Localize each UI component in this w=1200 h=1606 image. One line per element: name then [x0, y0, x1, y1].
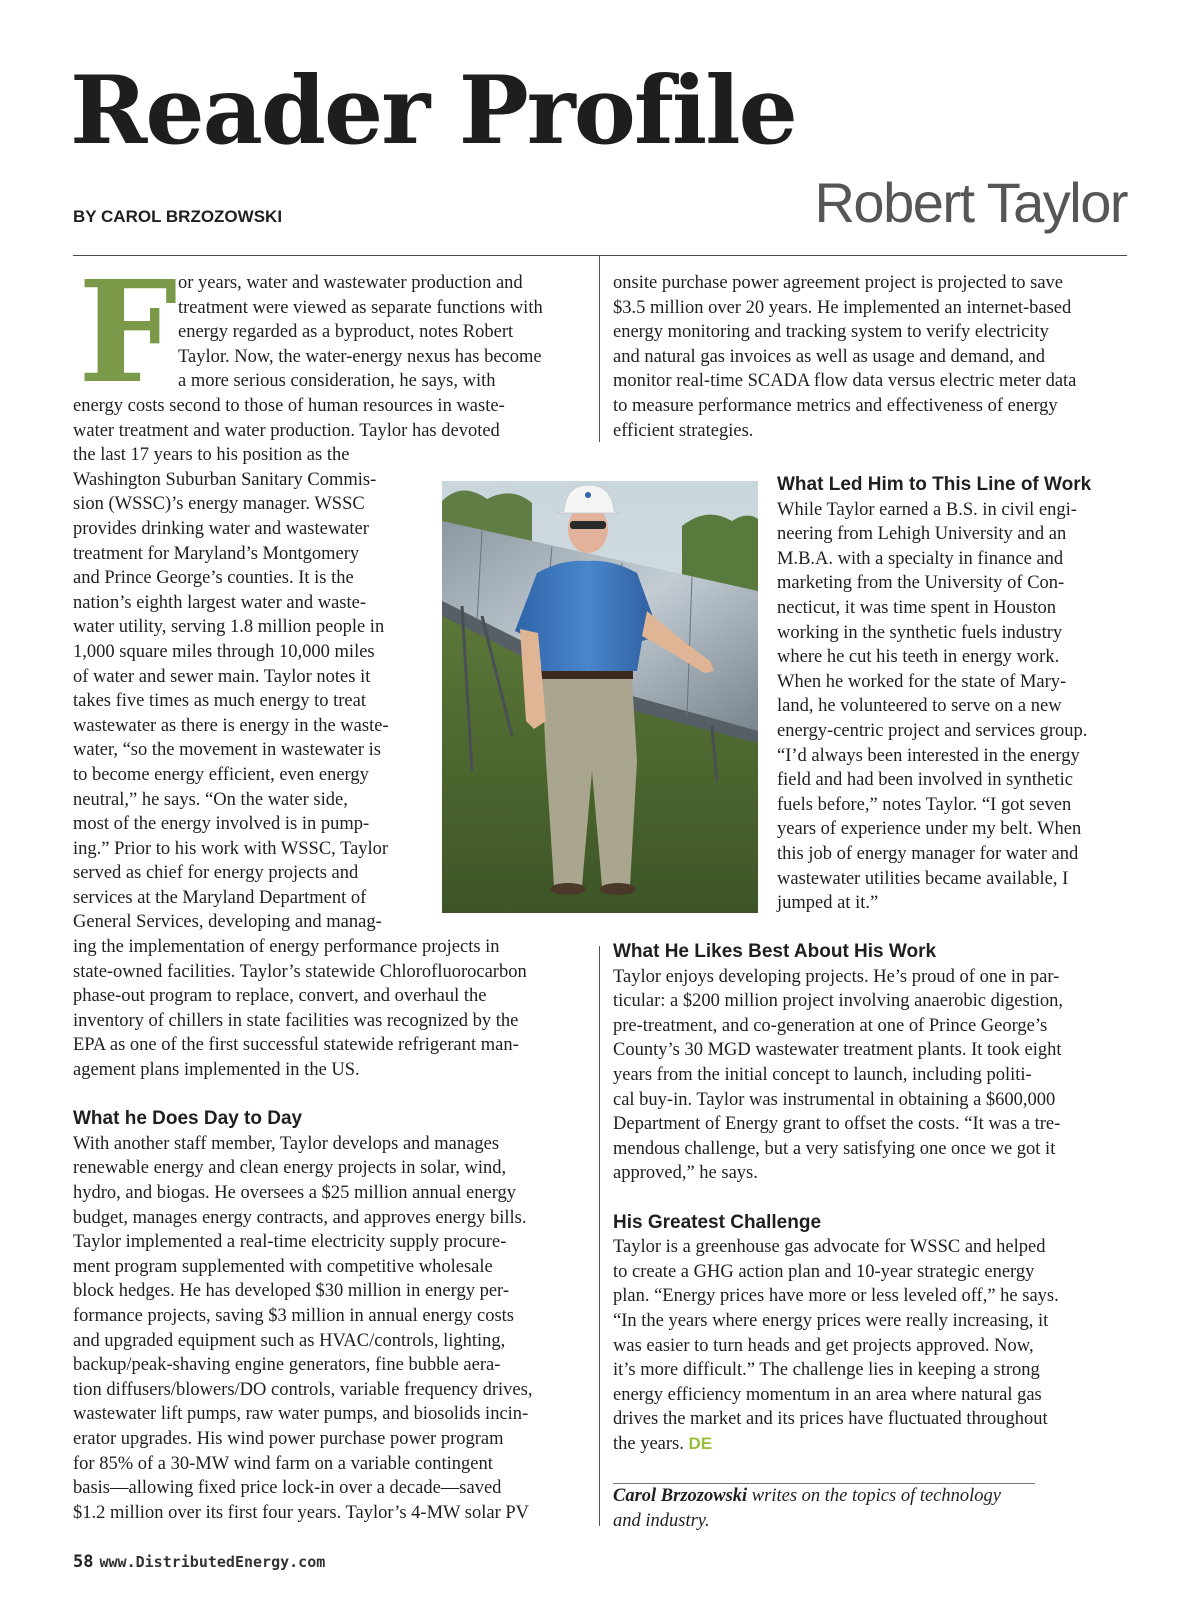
text-line: Taylor implemented a real-time electricity supply procure- [73, 1232, 507, 1253]
bio-line: and industry. [613, 1510, 710, 1531]
text-line: fuels before,” notes Taylor. “I got seven [777, 794, 1072, 815]
drop-cap: F [78, 251, 178, 415]
website-link[interactable]: www.DistributedEnergy.com [99, 1553, 326, 1571]
text-line: M.B.A. with a specialty in finance and [777, 548, 1064, 569]
text-line: land, he volunteered to serve on a new [777, 696, 1062, 717]
text-line: phase-out program to replace, convert, and overhaul the [73, 986, 487, 1007]
text-line: services at the Maryland Department of [73, 887, 367, 908]
text-line: treatment were viewed as separate functions with [178, 297, 543, 318]
text-line-last [613, 1432, 1063, 1457]
text-line: Washington Suburban Sanitary Commis- [73, 469, 377, 490]
text-line: takes five times as much energy to treat [73, 691, 366, 712]
text-line: erator upgrades. His wind power purchase power program [73, 1428, 504, 1449]
text-line: state-owned facilities. Taylor’s statewide Chlorofluorocarbon [73, 961, 527, 982]
text-line: mendous challenge, but a very satisfying one once we got it [613, 1138, 1056, 1159]
text-line: tion diffusers/blowers/DO controls, variable frequency drives, [73, 1379, 533, 1400]
text-line: $3.5 million over 20 years. He implemented an internet-based [613, 297, 1072, 318]
text-line: where he cut his teeth in energy work. [777, 647, 1060, 668]
text-line: Taylor enjoys developing projects. He’s proud of one in par- [613, 966, 1060, 987]
text-line: most of the energy involved is in pump- [73, 814, 370, 835]
text-line: neutral,” he says. “On the water side, [73, 789, 348, 810]
text-line: energy monitoring and tracking system to verify electricity [613, 322, 1049, 343]
text-line: plan. “Energy prices have more or less leveled off,” he says. [613, 1286, 1059, 1307]
article-column-right-top [613, 271, 1076, 443]
text-line: field and had been involved in synthetic [777, 770, 1073, 791]
text-line: budget, manages energy contracts, and approves energy bills. [73, 1207, 527, 1228]
text-line: formance projects, saving $3 million in annual energy costs [73, 1305, 514, 1326]
text-line: to create a GHG action plan and 10-year strategic energy [613, 1261, 1035, 1282]
photo-person-shoe [600, 883, 636, 895]
text-line: With another staff member, Taylor develops and manages [73, 1133, 500, 1154]
text-line: basis—allowing fixed price lock-in over a decade—saved [73, 1478, 502, 1499]
spacer [73, 1083, 532, 1108]
text-line: and Prince George’s counties. It is the [73, 568, 354, 589]
text-line: County’s 30 MGD wastewater treatment plants. It took eight [613, 1040, 1062, 1061]
text-line: it’s more difficult.” The challenge lies in keeping a strong [613, 1360, 1040, 1381]
text-line: years of experience under my belt. When [777, 819, 1082, 840]
text-line: cal buy-in. Taylor was instrumental in obtaining a $600,000 [613, 1089, 1056, 1110]
text-line: to become energy efficient, even energy [73, 764, 369, 785]
text-line: energy-centric project and services group. [777, 720, 1088, 741]
text-line: wastewater lift pumps, raw water pumps, and biosolids incin- [73, 1404, 529, 1425]
text-line: marketing from the University of Con- [777, 573, 1065, 594]
page-footer [73, 1552, 325, 1572]
text-line: energy regarded as a byproduct, notes Robert [178, 322, 514, 343]
text-line: was easier to turn heads and get projects approved. Now, [613, 1335, 1034, 1356]
text-line: While Taylor earned a B.S. in civil engi- [777, 499, 1077, 520]
text-line: years from the initial concept to launch, including politi- [613, 1064, 1032, 1085]
text-line: to measure performance metrics and effectiveness of energy [613, 395, 1058, 416]
text-line: approved,” he says. [613, 1163, 758, 1184]
section-heading-line-of-work: What Led Him to This Line of Work [777, 474, 1092, 495]
text-line: ticular: a $200 million project involving anaerobic digestion, [613, 991, 1064, 1012]
text-line: “In the years where energy prices were really increasing, it [613, 1310, 1049, 1331]
bio-text: writes on the topics of technology [751, 1486, 1001, 1506]
text-line: a more serious consideration, he says, with [178, 371, 496, 392]
text-line: Taylor. Now, the water-energy nexus has become [178, 346, 542, 367]
text-line: for 85% of a 30-MW wind farm on a variable contingent [73, 1453, 493, 1474]
text-line: served as chief for energy projects and [73, 863, 359, 884]
text-line: EPA as one of the first successful statewide refrigerant man- [73, 1035, 519, 1056]
text-line: block hedges. He has developed $30 million in energy per- [73, 1281, 509, 1302]
text-line: energy efficiency momentum in an area where natural gas [613, 1384, 1042, 1405]
text-line: and upgraded equipment such as HVAC/controls, lighting, [73, 1330, 506, 1351]
text-line: neering from Lehigh University and an [777, 524, 1067, 545]
text-line: of water and sewer main. Taylor notes it [73, 666, 371, 687]
text-line: ing the implementation of energy performance projects in [73, 937, 500, 958]
text-line: water treatment and water production. Taylor has devoted [73, 420, 500, 441]
author-bio [613, 1484, 1001, 1533]
text-line: drives the market and its prices have fluctuated throughout [613, 1409, 1048, 1430]
column-divider [599, 946, 600, 1526]
text-line: General Services, developing and manag- [73, 912, 382, 933]
byline: BY CAROL BRZOZOWSKI [73, 207, 283, 226]
text-line: Taylor is a greenhouse gas advocate for WSSC and helped [613, 1237, 1046, 1258]
text-line: ment program supplemented with competitive wholesale [73, 1256, 493, 1277]
bio-author-name: Carol Brzozowski [613, 1486, 748, 1506]
photo-person-glasses [570, 521, 606, 529]
text-line: backup/peak-shaving engine generators, fine bubble aera- [73, 1355, 501, 1376]
text-line: hydro, and biogas. He oversees a $25 million annual energy [73, 1183, 517, 1203]
text-line: 1,000 square miles through 10,000 miles [73, 641, 375, 662]
text-line: wastewater as there is energy in the waste- [73, 715, 389, 736]
text-line: treatment for Maryland’s Montgomery [73, 543, 360, 564]
text-line: agement plans implemented in the US. [73, 1060, 360, 1081]
article-intro-dropcap-lines [178, 271, 543, 394]
photo-person-shoe [550, 883, 586, 895]
text-line: efficient strategies. [613, 420, 754, 441]
text-line: provides drinking water and wastewater [73, 518, 369, 539]
text-line: wastewater utilities became available, I [777, 868, 1069, 889]
text-line: pre-treatment, and co-generation at one of Prince George’s [613, 1015, 1048, 1036]
column-divider [599, 256, 600, 442]
text-line: necticut, it was time spent in Houston [777, 597, 1056, 618]
text-line: onsite purchase power agreement project is projected to save [613, 273, 1063, 293]
text-line: water, “so the movement in wastewater is [73, 740, 382, 761]
section-heading-greatest-challenge: His Greatest Challenge [613, 1211, 822, 1233]
text-line: renewable energy and clean energy projects in solar, wind, [73, 1158, 507, 1179]
article-column-right-mid [777, 473, 1091, 916]
text-line: $1.2 million over its first four years. Taylor’s 4-MW solar PV [73, 1502, 530, 1523]
text-line: “I’d always been interested in the energy [777, 745, 1080, 766]
text-line: and natural gas invoices as well as usage and demand, and [613, 346, 1046, 367]
text-line: the last 17 years to his position as the [73, 445, 350, 466]
page-number: 58 [73, 1552, 94, 1572]
section-heading-day-to-day: What he Does Day to Day [73, 1108, 303, 1130]
text-line: water utility, serving 1.8 million people in [73, 617, 385, 638]
spacer [613, 1186, 1063, 1211]
article-column-right-bottom [613, 940, 1063, 1456]
text-line: working in the synthetic fuels industry [777, 622, 1063, 643]
text-fragment: the years. [613, 1433, 684, 1454]
text-line: energy costs second to those of human resources in waste- [73, 396, 505, 416]
end-mark: DE [688, 1433, 713, 1453]
text-line: sion (WSSC)’s energy manager. WSSC [73, 494, 365, 515]
section-title: Reader Profile [70, 56, 796, 166]
photo-hardhat-logo [585, 492, 591, 498]
profile-photo [442, 481, 758, 913]
section-heading-likes-best: What He Likes Best About His Work [613, 941, 937, 962]
text-line: When he worked for the state of Mary- [777, 671, 1067, 692]
header-rule [73, 255, 1127, 256]
profile-name: Robert Taylor [814, 171, 1127, 234]
text-line: inventory of chillers in state facilities was recognized by the [73, 1010, 519, 1031]
bio-line [613, 1484, 1001, 1509]
text-line: this job of energy manager for water and [777, 843, 1079, 864]
text-line: jumped at it.” [777, 893, 879, 914]
text-line: monitor real-time SCADA flow data versus electric meter data [613, 371, 1077, 392]
text-line: ing.” Prior to his work with WSSC, Taylor [73, 838, 389, 859]
text-line: or years, water and wastewater production and [178, 273, 523, 293]
text-line: nation’s eighth largest water and waste- [73, 592, 367, 613]
text-line: Department of Energy grant to offset the costs. “It was a tre- [613, 1114, 1061, 1135]
